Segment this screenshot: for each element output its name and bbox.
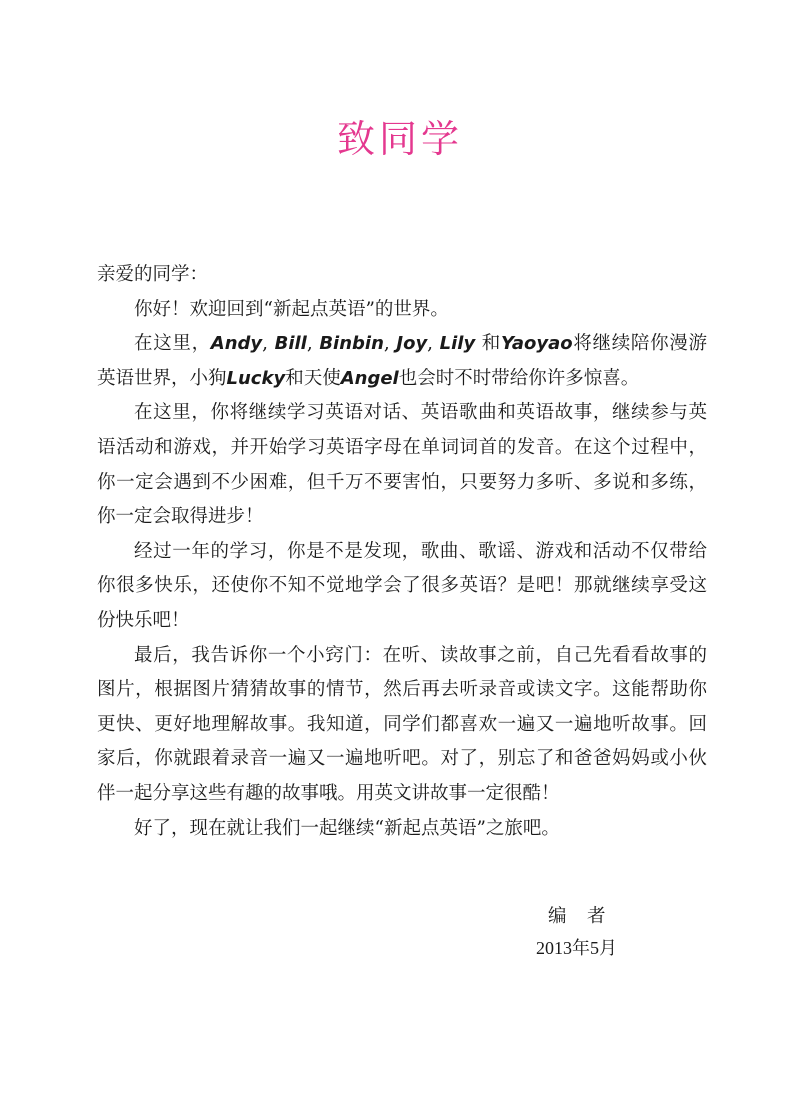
name-lucky: Lucky: [226, 367, 286, 389]
name-andy: Andy: [210, 333, 263, 355]
name-lily: Lily: [439, 333, 476, 355]
characters-mid: 将继续陪你漫游英语世界，小狗: [97, 333, 708, 389]
paragraph-characters: [97, 327, 707, 396]
name-bill: Bill: [274, 333, 307, 355]
paragraph-learning: 在这里，你将继续学习英语对话、英语歌曲和英语故事，继续参与英语活动和游戏，并开始学习英语字母在单词词首的发音。在这个过程中，你一定会遇到不少困难，但千万不要害怕，只要努力多听、多说和多练，你一定会取得进步！: [97, 402, 707, 528]
name-and: 和: [475, 333, 501, 355]
name-binbin: Binbin: [319, 333, 384, 355]
paragraph-welcome: 你好！欢迎回到“新起点英语”的世界。: [134, 298, 449, 320]
greeting: 亲爱的同学：: [97, 264, 209, 285]
paragraph-closing: 好了，现在就让我们一起继续“新起点英语”之旅吧。: [134, 817, 560, 839]
name-joy: Joy: [396, 333, 428, 355]
characters-lead: 在这里，: [134, 333, 211, 355]
name-separator: ,: [306, 333, 320, 355]
page-title: 致同学: [336, 117, 463, 161]
name-separator: ,: [427, 333, 440, 355]
name-separator: ,: [383, 333, 397, 355]
characters-tail: 也会时不时带给你许多惊喜。: [398, 367, 640, 389]
name-angel: Angel: [340, 367, 399, 389]
name-separator: ,: [262, 333, 275, 355]
letter-body: [97, 258, 707, 846]
paragraph-tip: 最后，我告诉你一个小窍门：在听、读故事之前，自己先看看故事的图片，根据图片猜猜故事的情节，然后再去听录音或读文字。这能帮助你更快、更好地理解故事。我知道，同学们都喜欢一遍又一遍地听故事。回家后，你就跟着录音一遍又一遍地听吧。对了，别忘了和爸爸妈妈或小伙伴一起分享这些有趣的故事哦。用英文讲故事一定很酷！: [97, 644, 707, 804]
characters-mid2: 和天使: [285, 367, 341, 389]
signature-date: 2013年5月: [536, 938, 617, 958]
paragraph-review: 经过一年的学习，你是不是发现，歌曲、歌谣、游戏和活动不仅带给你很多快乐，还使你不知不觉地学会了很多英语？是吧！那就继续享受这份快乐吧！: [97, 540, 707, 631]
signature-editor: 编 者: [548, 906, 607, 927]
name-yaoyao: Yaoyao: [500, 333, 573, 355]
